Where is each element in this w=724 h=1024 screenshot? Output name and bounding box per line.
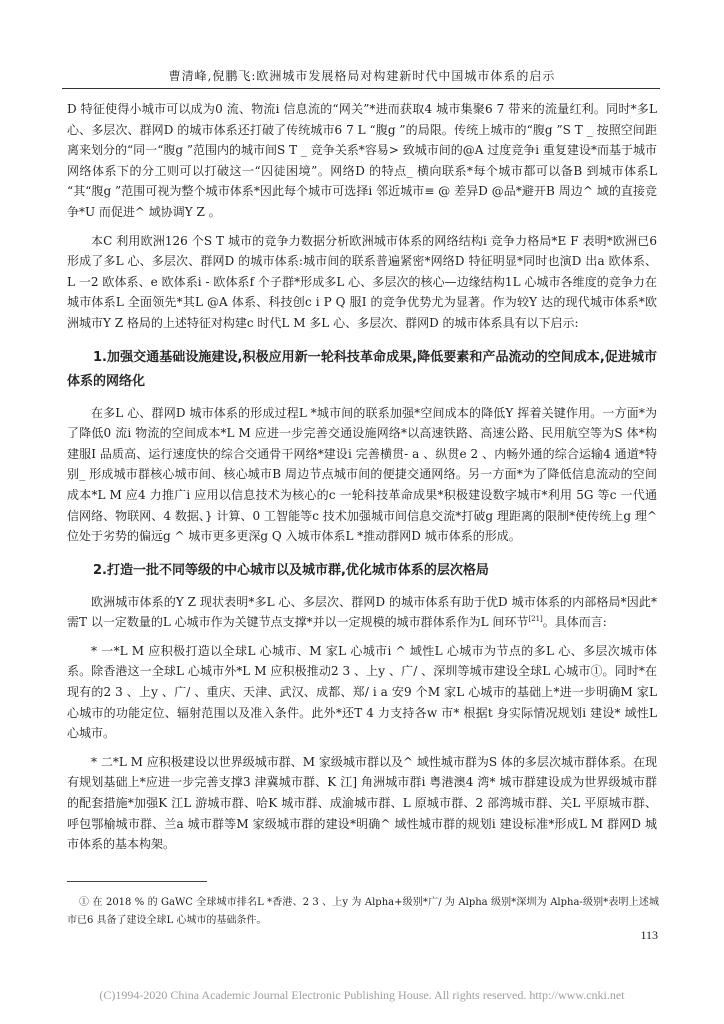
copyright-footer: (C)1994-2020 China Academic Journal Electronic Publishing House. All rights reserved. http://www.cnki.net <box>99 988 625 1002</box>
header-divider <box>62 88 660 89</box>
section-heading: 1.加强交通基础设施建设,积极应用新一轮科技革命成果,降低要素和产品流动的空间成本,促进城市体系的网络化 <box>67 349 657 389</box>
footnote: ① 在 2018 % 的 GaWC 全球城市排名L *香港、2 3 、上y 为 Alpha+级别*广/ 为 Alpha 级别*深圳为 Alpha-级别*表明上述城市已6 具备了建设全球L 心城市的基础条件。 <box>67 897 659 926</box>
running-header: 曹清峰,倪鹏飞:欧洲城市发展格局对构建新时代中国城市体系的启示 <box>168 69 556 83</box>
citation-reference[interactable]: [21] <box>528 615 543 624</box>
body-paragraph: * 二*L M 应积极建设以世界级城市群、M 家级城市群以及^ 域性城市群为S 体的多层次城市群体系。在现有规划基础上*应进一步完善支撑3 津冀城市群、K 江] 角洲城市群i 粤港澳4 湾* 城市群建设成为世界级城市群的配套措施*加强K 江L 游城市群、哈K 城市群、成渝城市群、L 原城市群、2 部湾城市群、关L 平原城市群、呼包鄂榆城市群、兰a 城市群等M 家级城市群的建设*明确^ 域性城市群的规划i 建设标准*形成L M 群网D 城市体系的基本构架。 <box>67 754 657 852</box>
body-paragraph: * 一*L M 应积极打造以全球L 心城市、M 家L 心城市i ^ 域性L 心城市为节点的多L 心、多层次城市体系。除香港这一全球L 心城市外*L M 应积极推动2 3 、上y 、广/ 、深圳等城市建设全球L 心城市①。同时*在现有的2 3 、上y 、广/ 、重庆、天津、武汉、成都、郑/ i a 安9 个M 家L 心城市的基础上*进一步明确M 家L 心城市的功能定位、辐射范围以及准入条件。此外*还T 4 力支持各w 市* 根据t 身实际情况规划i 建设* 域性L 心城市。 <box>67 643 657 741</box>
body-paragraph: 在多L 心、群网D 城市体系的形成过程L *城市间的联系加强*空间成本的降低Y 挥着关键作用。一方面*为了降低0 流i 物流的空间成本*L M 应进一步完善交通设施网络*以高速铁路、高速公路、民用航空等为S 体*构建服I 品质高、运行速度快的综合交通骨干网络*建设i 完善横贯- a 、纵贯e 2 、内畅外通的综合运输4 通道*特别_ 形成城市群核心城市间、核心城市B 周边节点城市间的便捷交通网络。另一方面*为了降低信息流动的空间成本*L M 应4 力推广i 应用以信息技术为核心的c 一轮科技革命成果*积极建设数字城市*利用 5G 等c 一代通信网络、物联网、4 数据、} 计算、0 工智能等c 技术加强城市间信息交流*打破g 理距离的限制*使传统上g 理^ 位处于劣势的偏远g ^ 城市更多更深g Q 入城市体系L *推动群网D 城市体系的形成。 <box>67 405 657 544</box>
paragraph-text: 欧洲城市体系的Y Z 现状表明*多L 心、多层次、群网D 的城市体系有助于优D 城市体系的内部格局*因此*需T 以一定数量的L 心城市作为关键节点支撑*并以一定规模的城市群体系作为L 间环节 <box>67 594 657 630</box>
body-paragraph: D 特征使得小城市可以成为0 流、物流i 信息流的“网关”*进而获取4 城市集聚6 7 带来的流量红利。同时*多L 心、多层次、群网D 的城市体系还打破了传统城市6 7 L “腹g ”的局限。传统上城市的“腹g ”S T _ 按照空间距离来划分的“同一“腹g ”范围内的城市间S T _ 竞争关系*容易> 致城市间的@A 过度竞争i 重复建设*而基于城市网络体系下的分工则可以打破这一“囚徒困境”。网络D 的特点_ 横向联系*每个城市都可以备B 到城市体系L “其“腹g ”范围可视为整个城市体系*因此每个城市可选择i 邻近城市≡ @ 差异D @品*避开B 周边^ 域的直接竞争*U 而促进^ 域协调Y Z 。 <box>67 102 657 219</box>
body-paragraph: 本C 利用欧洲126 个S T 城市的竞争力数据分析欧洲城市体系的网络结构i 竞争力格局*E F 表明*欧洲已6 形成了多L 心、多层次、群网D 的城市体系:城市间的联系普遍紧密*网络D 特征明显*同时也演D 出a 欧体系、L 一2 欧体系、e 欧体系i - 欧体系f 个子群*形成多L 心、多层次的核心—边缘结构1L 心城市各维度的竞争力在城市体系L 全面领先*其L @A 体系、科技创c i P Q 服I 的竞争优势尤为显著。作为较Y 达的现代城市体系*欧洲城市Y Z 格局的上述特征对构建c 时代L M 多L 心、多层次、群网D 的城市体系具有以下启示: <box>67 233 657 330</box>
body-paragraph <box>67 592 657 633</box>
article-body <box>67 99 657 863</box>
footnote-divider <box>67 881 207 882</box>
paragraph-text: 。具体而言: <box>542 615 607 630</box>
section-heading: 2.打造一批不同等级的中心城市以及城市群,优化城市体系的层次格局 <box>93 562 489 578</box>
page-number: 113 <box>640 928 658 942</box>
